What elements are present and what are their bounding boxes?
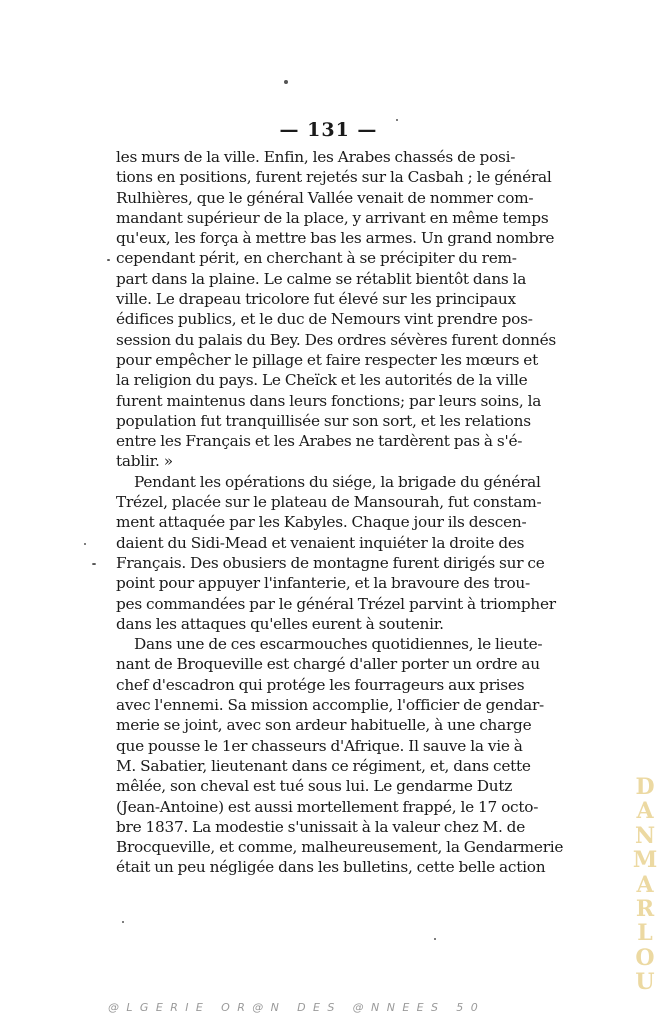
text-line: M. Sabatier, lieutenant dans ce régiment, et, dans cette (116, 756, 531, 775)
main-text (116, 147, 564, 878)
text-line: tablir. » (116, 452, 173, 471)
scan-speck (84, 543, 86, 545)
watermark-letter: U (635, 969, 655, 996)
text-line: les murs de la ville. Enfin, les Arabes chassés de posi- (116, 148, 516, 166)
watermark-letter: A (636, 871, 654, 898)
text-line: ville. Le drapeau tricolore fut élevé sur les principaux (116, 290, 516, 309)
page-number: — 131 — (279, 119, 378, 141)
scan-speck (434, 938, 436, 940)
text-line: la religion du pays. Le Cheïck et les autorités de la ville (116, 371, 528, 390)
text-line: que pousse le 1er chasseurs d'Afrique. Il sauve la vie à (116, 736, 523, 755)
text-line: (Jean-Antoine) est aussi mortellement frappé, le 17 octo- (116, 797, 539, 816)
text-line: Trézel, placée sur le plateau de Mansourah, fut constam- (116, 493, 542, 512)
text-line: pour empêcher le pillage et faire respecter les mœurs et (116, 350, 539, 369)
footer-caption: @LGERIE OR@N DES @NNEES 50 (108, 1001, 486, 1014)
text-line: population fut tranquillisée sur son sort, et les relations (116, 411, 531, 430)
watermark-letter: D (635, 774, 655, 800)
text-line: chef d'escadron qui protége les fourrageurs aux prises (116, 675, 525, 694)
text-line: mandant supérieur de la place, y arrivant en même temps (116, 208, 549, 227)
scan-speck (122, 921, 124, 923)
scan-speck (396, 119, 398, 121)
text-line: entre les Français et les Arabes ne tardèrent pas à s'é- (116, 432, 523, 451)
watermark-letter: N (634, 822, 656, 849)
text-line: furent maintenus dans leurs fonctions; par leurs soins, la (116, 391, 542, 410)
watermark-letter: M (632, 847, 658, 874)
scan-speck (92, 563, 96, 565)
text-line: Français. Des obusiers de montagne furent dirigés sur ce (116, 553, 545, 572)
text-line: Brocqueville, et comme, malheureusement, la Gendarmerie (116, 838, 564, 857)
text-line: était un peu négligée dans les bulletins, cette belle action (116, 858, 546, 877)
text-line: nant de Broqueville est chargé d'aller porter un ordre au (116, 655, 540, 674)
watermark-letter: O (635, 944, 655, 971)
scan-speck (107, 259, 110, 261)
text-line: merie se joint, avec son ardeur habituelle, à une charge (116, 716, 532, 735)
watermark (632, 775, 658, 995)
text-line: édifices publics, et le duc de Nemours vint prendre pos- (116, 310, 533, 329)
text-line: part dans la plaine. Le calme se rétablit bientôt dans la (116, 269, 527, 288)
text-line: qu'eux, les força à mettre bas les armes. Un grand nombre (116, 229, 555, 248)
scan-speck (284, 80, 288, 84)
text-line: daient du Sidi-Mead et venaient inquiéter la droite des (116, 533, 525, 552)
watermark-letter: A (636, 798, 654, 825)
text-line: avec l'ennemi. Sa mission accomplie, l'officier de gendar- (116, 696, 544, 715)
text-line: session du palais du Bey. Des ordres sévères furent donnés (116, 330, 557, 349)
watermark-letter: L (637, 920, 653, 947)
watermark-letter: R (635, 896, 655, 923)
text-line: Dans une de ces escarmouches quotidiennes, le lieute- (134, 635, 543, 654)
text-line: mêlée, son cheval est tué sous lui. Le gendarme Dutz (116, 777, 513, 796)
text-line: dans les attaques qu'elles eurent à soutenir. (116, 614, 444, 633)
text-line: bre 1837. La modestie s'unissait à la valeur chez M. de (116, 817, 526, 836)
text-line: Pendant les opérations du siége, la brigade du général (134, 472, 541, 491)
text-line: ment attaquée par les Kabyles. Chaque jour ils descen- (116, 513, 527, 532)
text-line: tions en positions, furent rejetés sur la Casbah ; le général (116, 168, 552, 187)
text-line: pes commandées par le général Trézel parvint à triompher (116, 594, 556, 613)
text-line: cependant périt, en cherchant à se précipiter du rem- (116, 249, 517, 268)
text-line: point pour appuyer l'infanterie, et la bravoure des trou- (116, 574, 530, 593)
text-line: Rulhières, que le général Vallée venait de nommer com- (116, 188, 534, 207)
